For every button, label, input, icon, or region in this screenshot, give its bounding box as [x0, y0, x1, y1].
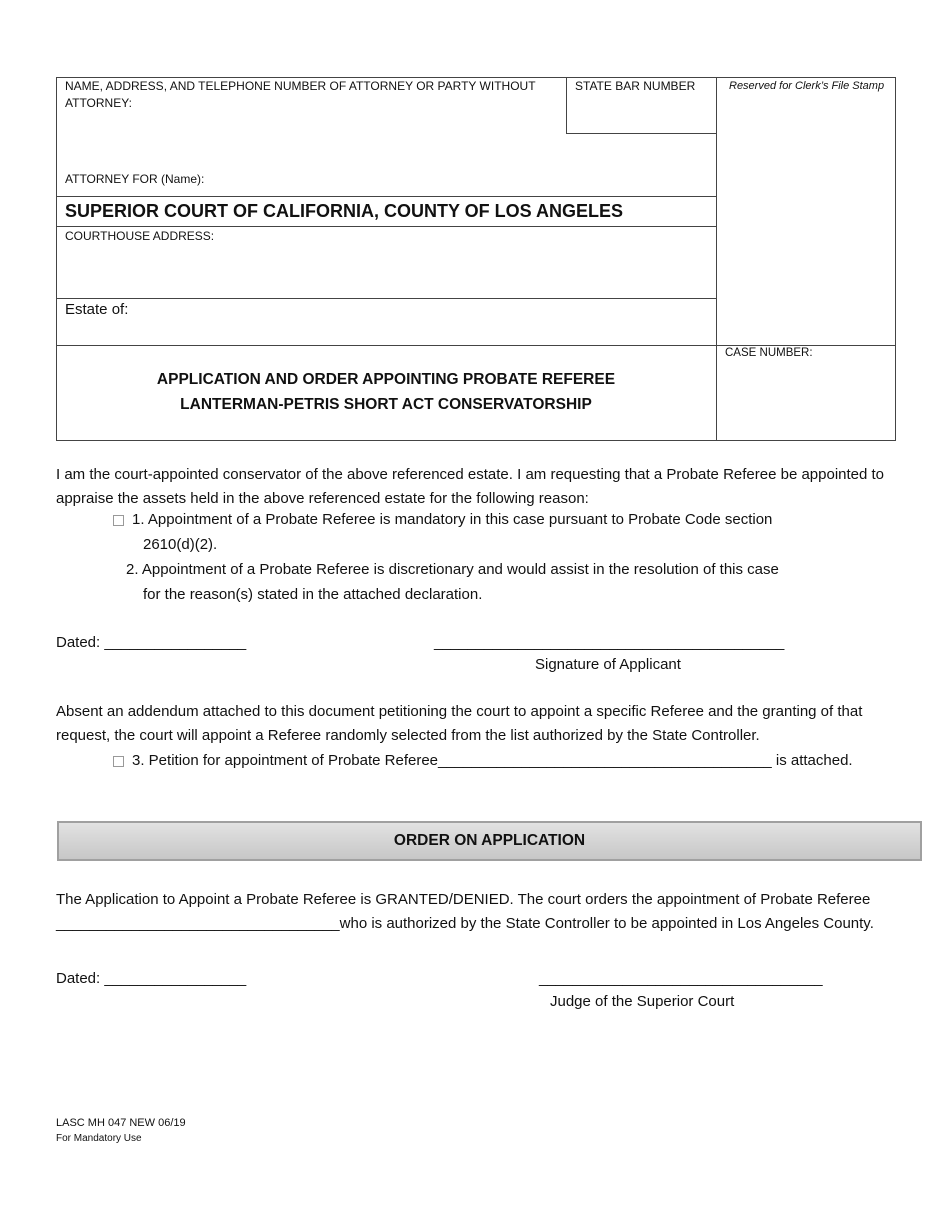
item1-checkbox[interactable] [113, 515, 124, 526]
addendum-text: Absent an addendum attached to this document petitioning the court to appoint a specific Referee and the granting of that request, the court will appoint a Referee randomly selected from the list authorized by the State Controller. [56, 703, 863, 744]
item1-text: 1. Appointment of a Probate Referee is mandatory in this case pursuant to Probate Code section [132, 511, 773, 528]
application-dated[interactable]: Dated: _________________ [56, 634, 247, 651]
judge-signature-label: Judge of the Superior Court [550, 993, 735, 1010]
item3-row [113, 749, 853, 773]
judge-signature-line[interactable]: __________________________________ [539, 970, 823, 987]
caption-divider-vertical [716, 77, 717, 441]
item2-text-cont: for the reason(s) stated in the attached declaration. [143, 586, 483, 603]
applicant-signature-line[interactable]: __________________________________________ [434, 634, 785, 651]
order-heading: ORDER ON APPLICATION [393, 832, 586, 849]
caption-border-right [895, 77, 896, 441]
item1-text-cont: 2610(d)(2). [143, 536, 218, 553]
state-bar-divider [566, 77, 567, 134]
attorney-for-label: ATTORNEY FOR (Name): [65, 172, 205, 186]
item3-text: 3. Petition for appointment of Probate Referee________________________________________ is attached. [132, 752, 853, 769]
courthouse-bottom [56, 298, 717, 299]
clerk-stamp-label: Reserved for Clerk’s File Stamp [729, 80, 885, 92]
court-name-bottom [56, 226, 717, 227]
item1-row [113, 508, 772, 532]
form-title-line1: APPLICATION AND ORDER APPOINTING PROBATE REFEREE [156, 371, 616, 388]
court-name-top [56, 196, 717, 197]
order-dated[interactable]: Dated: _________________ [56, 970, 247, 987]
order-heading-bar [57, 821, 922, 861]
form-title-line2: LANTERMAN-PETRIS SHORT ACT CONSERVATORSHIP [180, 396, 592, 413]
estate-label: Estate of: [65, 301, 129, 318]
applicant-signature-label: Signature of Applicant [535, 656, 681, 673]
order-text-line1: The Application to Appoint a Probate Referee is GRANTED/DENIED. The court orders the appointment of Probate Referee [56, 891, 871, 908]
item2-text: 2. Appointment of a Probate Referee is discretionary and would assist in the resolution of this case [126, 561, 779, 578]
order-text-line2: __________________________________who is authorized by the State Controller to be appointed in Los Angeles County. [56, 915, 874, 932]
form-number: LASC MH 047 NEW 06/19 [56, 1117, 186, 1129]
case-number-label: CASE NUMBER: [725, 347, 813, 359]
state-bar-bottom [566, 133, 717, 134]
courthouse-label: COURTHOUSE ADDRESS: [65, 229, 215, 243]
court-name: SUPERIOR COURT OF CALIFORNIA, COUNTY OF LOS ANGELES [65, 201, 624, 221]
item3-checkbox[interactable] [113, 756, 124, 767]
caption-border-bottom [56, 440, 896, 441]
application-intro: I am the court-appointed conservator of the above referenced estate. I am requesting that a Probate Referee be appointed to appraise the assets held in the above referenced estate for the following reason: [56, 466, 885, 507]
state-bar-label: STATE BAR NUMBER [575, 79, 696, 93]
mandatory-use: For Mandatory Use [56, 1133, 142, 1144]
attorney-label: NAME, ADDRESS, AND TELEPHONE NUMBER OF ATTORNEY OR PARTY WITHOUT ATTORNEY: [65, 79, 536, 110]
